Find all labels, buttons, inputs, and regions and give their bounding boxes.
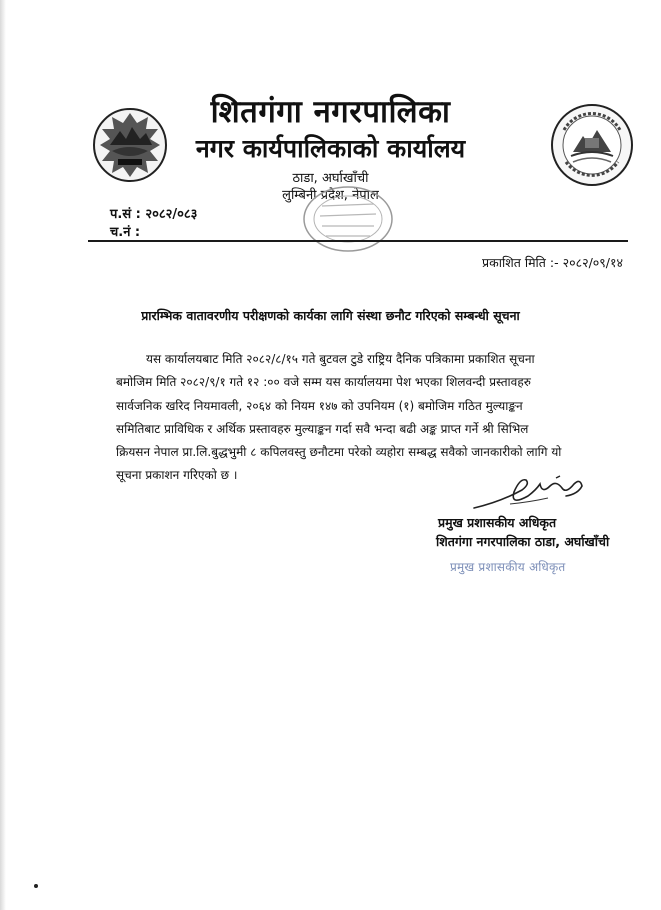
handwritten-signature <box>470 472 590 514</box>
office-name: नगर कार्यपालिकाको कार्यालय <box>195 134 466 163</box>
municipality-logo <box>549 102 635 188</box>
signatory-stamp: प्रमुख प्रशासकीय अधिकृत <box>450 560 566 574</box>
body-line: सार्वजनिक खरिद नियमावली, २०६४ को नियम १४७ को उपनियम (१) बमोजिम गठित मुल्याङ्कन <box>116 398 523 413</box>
address-line-2: लुम्बिनी प्रदेश, नेपाल <box>282 188 379 203</box>
signatory-title: प्रमुख प्रशासकीय अधिकृत <box>438 515 557 530</box>
body-line: क्रियसन नेपाल प्रा.लि.बुद्धभुमी ८ कपिलवस्तु छनौटमा परेको व्यहोरा सम्बद्ध सवैको जानकारीको लागि यो <box>116 445 562 460</box>
body-line: सूचना प्रकाशन गरिएको छ । <box>116 468 238 483</box>
scan-speck <box>34 884 38 888</box>
published-date: प्रकाशित मिति :- २०८२/०९/१४ <box>482 255 623 270</box>
notice-body <box>116 348 624 488</box>
office-seal-stamp <box>300 184 396 254</box>
header-divider <box>88 240 628 242</box>
municipality-name: शितगंगा नगरपालिका <box>210 94 451 130</box>
body-line: यस कार्यालयबाट मिति २०८२/८/१५ गते बुटवल टुडे राष्ट्रिय दैनिक पत्रिकामा प्रकाशित सूचना <box>146 352 535 366</box>
notice-subject: प्रारम्भिक वातावरणीय परीक्षणको कार्यका लागि संस्था छनौट गरिएको सम्बन्धी सूचना <box>141 308 520 323</box>
reference-number: प.सं : २०८२/०८३ <box>110 207 198 222</box>
address-line-1: ठाडा, अर्घाखाँची <box>292 171 369 186</box>
body-line: समितिबाट प्राविधिक र अर्थिक प्रस्तावहरु मुल्याङ्कन गर्दा सवै भन्दा बढी अङ्क प्राप्त गर्ने श्री सिभिल <box>116 421 529 436</box>
dispatch-number: च.नं : <box>110 225 141 240</box>
signatory-office: शितगंगा नगरपालिका ठाडा, अर्घाखाँची <box>436 534 610 549</box>
body-line: बमोजिम मिति २०८२/९/१ गते १२ :०० वजे सम्म यस कार्यालयमा पेश भएका शिलवन्दी प्रस्तावहरु <box>116 375 531 390</box>
